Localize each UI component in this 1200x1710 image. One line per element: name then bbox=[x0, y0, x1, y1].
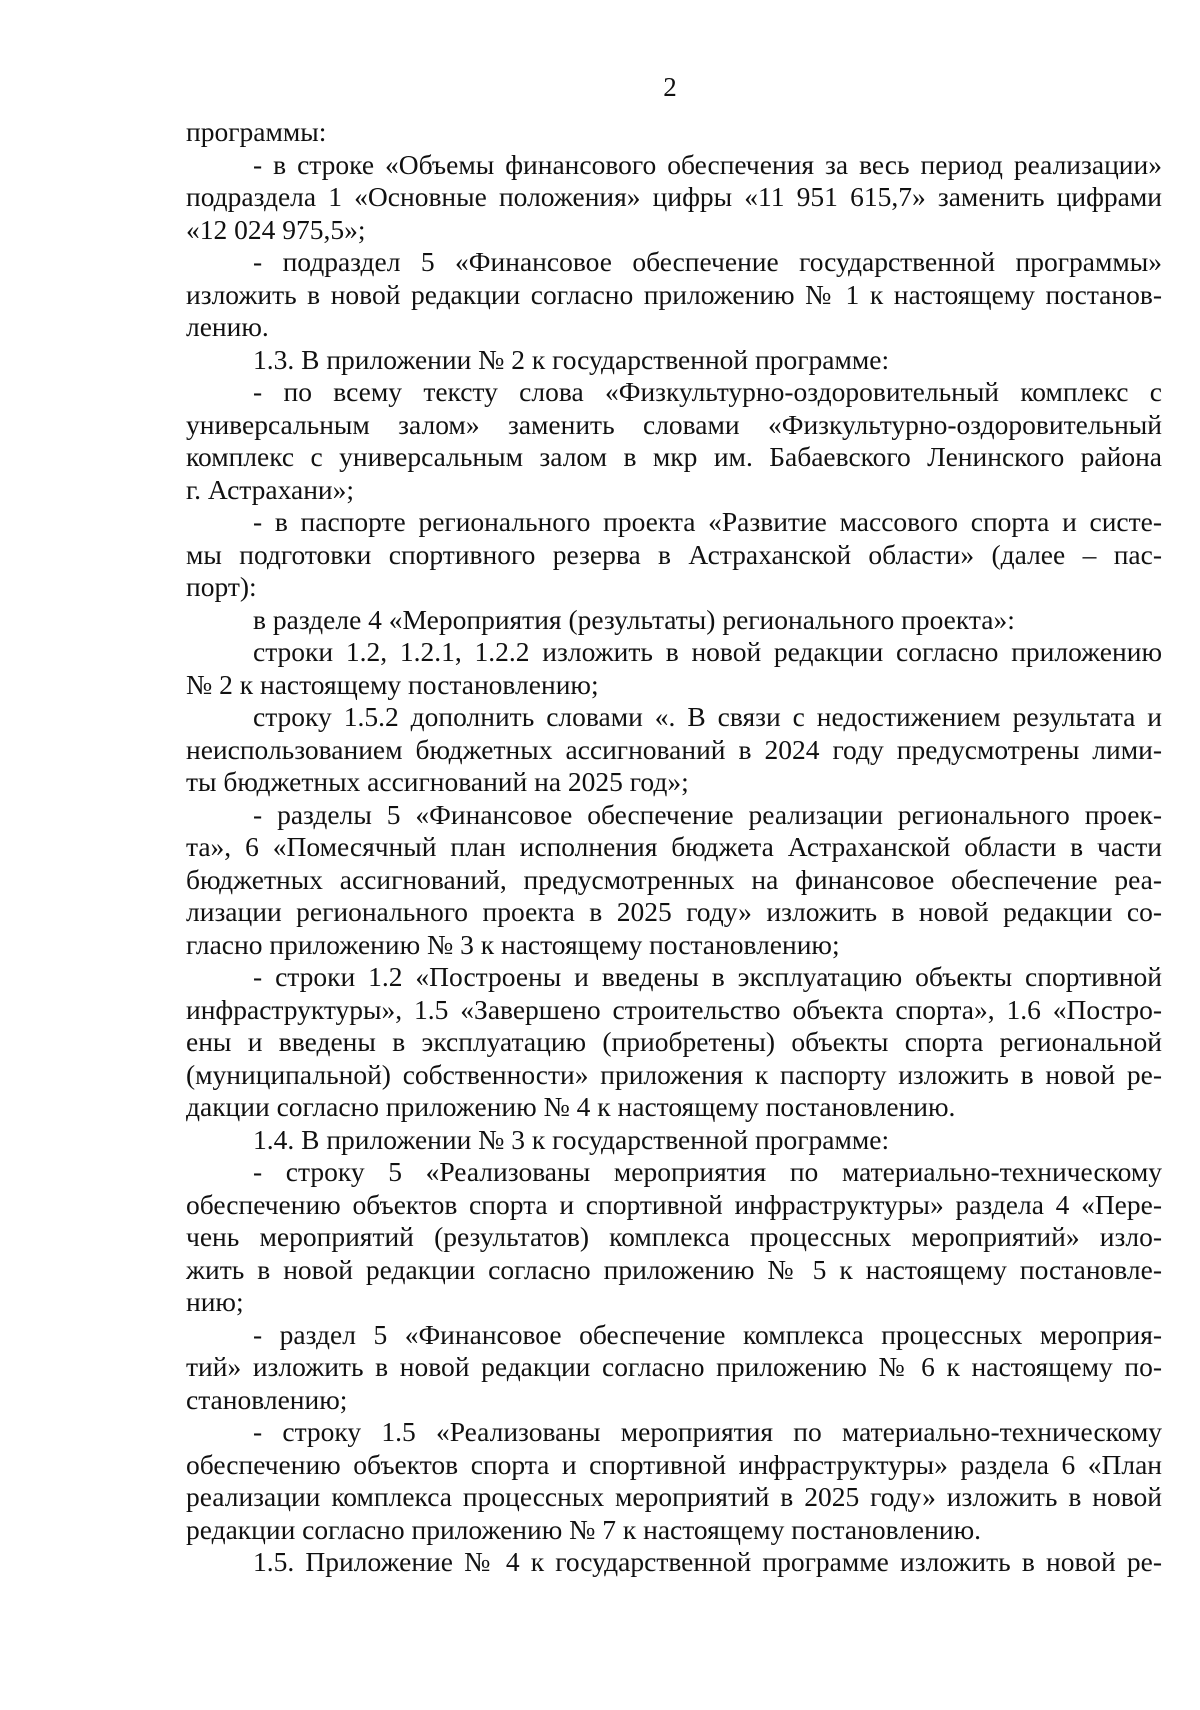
text-line: лизации регионального проекта в 2025 году» изложить в новой редакции со- bbox=[186, 896, 1162, 927]
text-line: ены и введены в эксплуатацию (приобретены) объекты спорта региональной bbox=[186, 1026, 1162, 1057]
text-line: - раздел 5 «Финансовое обеспечение комплекса процессных мероприя- bbox=[253, 1318, 1162, 1350]
text-line: (муниципальной) собственности» приложения к паспорту изложить в новой ре- bbox=[186, 1058, 1162, 1090]
page-number: 2 bbox=[663, 72, 677, 102]
text-line: дакции согласно приложению № 4 к настоящему постановлению. bbox=[186, 1091, 956, 1122]
text-line: реализации комплекса процессных мероприятий в 2025 году» изложить в новой bbox=[186, 1481, 1162, 1512]
text-line: обеспечению объектов спорта и спортивной инфраструктуры» раздела 6 «План bbox=[186, 1448, 1162, 1480]
text-line: г. Астрахани»; bbox=[186, 473, 355, 505]
text-line: тий» изложить в новой редакции согласно приложению № 6 к настоящему по- bbox=[186, 1351, 1162, 1382]
text-line: обеспечению объектов спорта и спортивной инфраструктуры» раздела 4 «Пере- bbox=[186, 1188, 1162, 1220]
text-line: - строку 5 «Реализованы мероприятия по материально-техническому bbox=[253, 1156, 1162, 1187]
text-line: программы: bbox=[186, 116, 327, 147]
text-line: - по всему тексту слова «Физкультурно-оздоровительный комплекс с bbox=[253, 376, 1162, 407]
text-line: в разделе 4 «Мероприятия (результаты) регионального проекта»: bbox=[253, 603, 1015, 635]
text-line: изложить в новой редакции согласно приложению № 1 к настоящему постанов- bbox=[186, 278, 1162, 310]
text-line: - подраздел 5 «Финансовое обеспечение государственной программы» bbox=[253, 246, 1162, 277]
text-line: та», 6 «Помесячный план исполнения бюджета Астраханской области в части bbox=[186, 831, 1162, 862]
text-line: подраздела 1 «Основные положения» цифры «11 951 615,7» заменить цифрами bbox=[186, 181, 1162, 212]
text-line: 1.3. В приложении № 2 к государственной программе: bbox=[253, 343, 890, 375]
text-line: мы подготовки спортивного резерва в Астраханской области» (далее – пас- bbox=[186, 538, 1162, 570]
text-line: комплекс с универсальным залом в мкр им. Бабаевского Ленинского района bbox=[186, 441, 1162, 472]
text-line: чень мероприятий (результатов) комплекса процессных мероприятий» изло- bbox=[186, 1221, 1162, 1252]
text-line: строки 1.2, 1.2.1, 1.2.2 изложить в новой редакции согласно приложению bbox=[253, 636, 1162, 667]
text-line: № 2 к настоящему постановлению; bbox=[186, 668, 599, 700]
text-line: строку 1.5.2 дополнить словами «. В связи с недостижением результата и bbox=[253, 701, 1162, 732]
text-line: - строку 1.5 «Реализованы мероприятия по материально-техническому bbox=[253, 1416, 1162, 1447]
text-line: 1.4. В приложении № 3 к государственной программе: bbox=[253, 1123, 890, 1155]
text-line: универсальным залом» заменить словами «Физкультурно-оздоровительный bbox=[186, 408, 1162, 440]
text-line: неиспользованием бюджетных ассигнований в 2024 году предусмотрены лими- bbox=[186, 733, 1162, 765]
text-line: - в строке «Объемы финансового обеспечения за весь период реализации» bbox=[253, 148, 1162, 180]
body-text bbox=[186, 116, 1162, 1579]
text-line: инфраструктуры», 1.5 «Завершено строительство объекта спорта», 1.6 «Постро- bbox=[186, 993, 1162, 1025]
text-line: 1.5. Приложение № 4 к государственной программе изложить в новой ре- bbox=[253, 1546, 1162, 1577]
text-line: - строки 1.2 «Построены и введены в эксплуатацию объекты спортивной bbox=[253, 961, 1162, 992]
text-line: - в паспорте регионального проекта «Развитие массового спорта и систе- bbox=[253, 506, 1162, 537]
text-line: - разделы 5 «Финансовое обеспечение реализации регионального проек- bbox=[253, 798, 1162, 830]
text-line: бюджетных ассигнований, предусмотренных на финансовое обеспечение реа- bbox=[186, 863, 1162, 895]
text-line: редакции согласно приложению № 7 к настоящему постановлению. bbox=[186, 1513, 981, 1545]
text-line: ты бюджетных ассигнований на 2025 год»; bbox=[186, 766, 689, 797]
text-line: порт): bbox=[186, 571, 257, 602]
text-line: лению. bbox=[186, 311, 269, 342]
text-line: «12 024 975,5»; bbox=[186, 213, 366, 245]
text-line: нию; bbox=[186, 1286, 244, 1317]
text-line: жить в новой редакции согласно приложению № 5 к настоящему постановле- bbox=[186, 1253, 1162, 1285]
text-line: гласно приложению № 3 к настоящему постановлению; bbox=[186, 928, 840, 960]
text-line: становлению; bbox=[186, 1383, 348, 1415]
